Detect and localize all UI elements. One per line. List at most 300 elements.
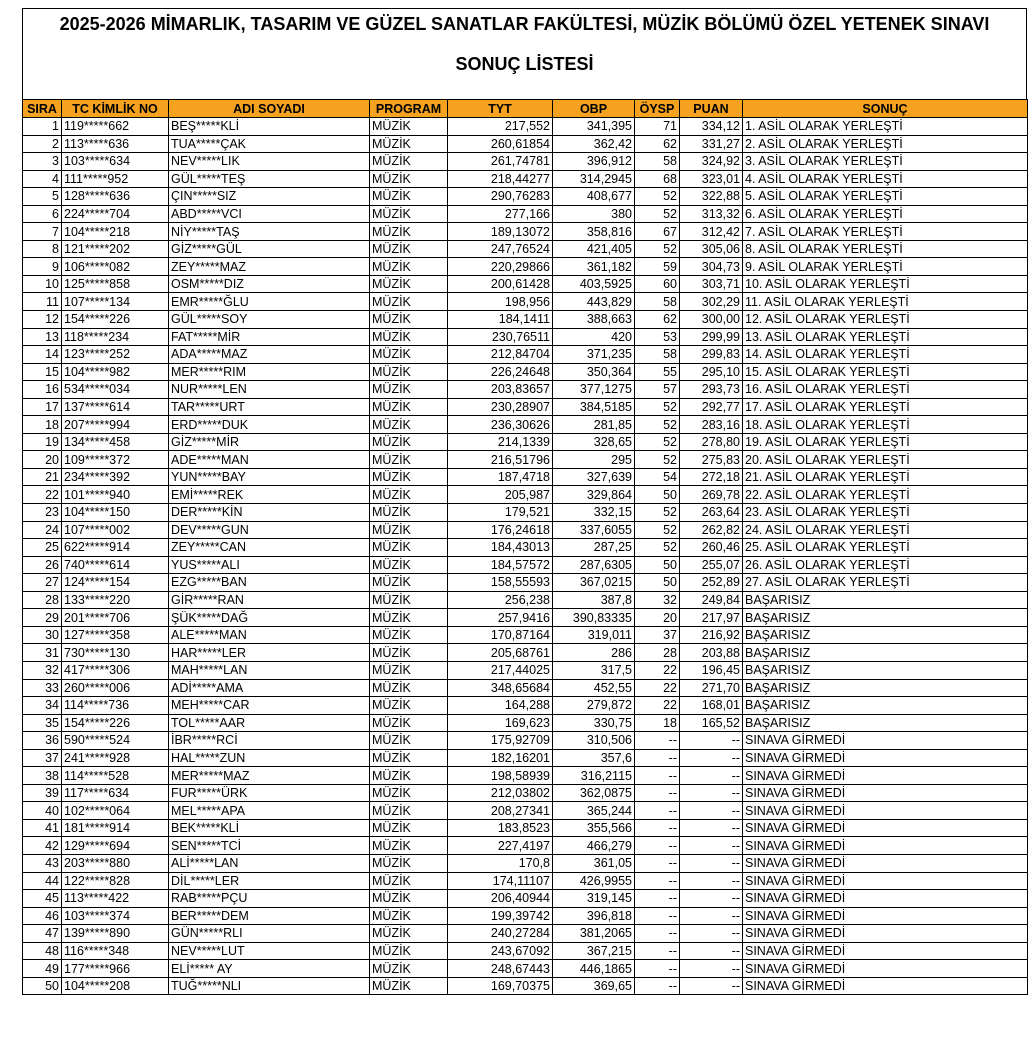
- cell-obp: 371,235: [553, 346, 635, 364]
- cell-puan: --: [680, 802, 743, 820]
- cell-tyt: 170,87164: [448, 626, 553, 644]
- cell-tc-kimlik-no: 106*****082: [62, 258, 169, 276]
- cell-adi-soyadi: HAR*****LER: [169, 644, 370, 662]
- cell-tyt: 230,76511: [448, 328, 553, 346]
- cell-program: MÜZİK: [370, 784, 448, 802]
- cell-obp: 310,506: [553, 732, 635, 750]
- cell-obp: 279,872: [553, 697, 635, 715]
- cell-tc-kimlik-no: 534*****034: [62, 381, 169, 399]
- cell-program: MÜZİK: [370, 556, 448, 574]
- cell-program: MÜZİK: [370, 837, 448, 855]
- table-row: [23, 328, 1028, 346]
- cell-oysp: 52: [635, 416, 680, 434]
- table-row: [23, 275, 1028, 293]
- cell-puan: --: [680, 960, 743, 978]
- cell-adi-soyadi: NEV*****LUT: [169, 942, 370, 960]
- cell-tc-kimlik-no: 137*****614: [62, 398, 169, 416]
- cell-tc-kimlik-no: 154*****226: [62, 311, 169, 329]
- col-header-adi-soyadi: ADI SOYADI: [169, 100, 370, 118]
- cell-program: MÜZİK: [370, 626, 448, 644]
- cell-sira: 5: [23, 188, 62, 206]
- cell-adi-soyadi: YUN*****BAY: [169, 468, 370, 486]
- cell-obp: 362,42: [553, 135, 635, 153]
- cell-puan: 334,12: [680, 118, 743, 136]
- cell-program: MÜZİK: [370, 679, 448, 697]
- cell-sonuc: 23. ASİL OLARAK YERLEŞTİ: [743, 504, 1028, 522]
- cell-adi-soyadi: FAT*****MİR: [169, 328, 370, 346]
- table-row: [23, 749, 1028, 767]
- cell-adi-soyadi: ADE*****MAN: [169, 451, 370, 469]
- cell-sira: 16: [23, 381, 62, 399]
- cell-tyt: 236,30626: [448, 416, 553, 434]
- cell-tyt: 205,987: [448, 486, 553, 504]
- cell-adi-soyadi: MEL*****APA: [169, 802, 370, 820]
- cell-oysp: 68: [635, 170, 680, 188]
- table-body: [23, 118, 1028, 995]
- cell-sonuc: 9. ASİL OLARAK YERLEŞTİ: [743, 258, 1028, 276]
- cell-adi-soyadi: NİY*****TAŞ: [169, 223, 370, 241]
- cell-puan: 262,82: [680, 521, 743, 539]
- cell-oysp: 32: [635, 591, 680, 609]
- cell-tc-kimlik-no: 127*****358: [62, 626, 169, 644]
- cell-tc-kimlik-no: 104*****150: [62, 504, 169, 522]
- cell-oysp: 50: [635, 574, 680, 592]
- cell-sonuc: 16. ASİL OLARAK YERLEŞTİ: [743, 381, 1028, 399]
- cell-oysp: 58: [635, 293, 680, 311]
- cell-tyt: 243,67092: [448, 942, 553, 960]
- cell-obp: 381,2065: [553, 925, 635, 943]
- cell-tyt: 227,4197: [448, 837, 553, 855]
- cell-oysp: --: [635, 819, 680, 837]
- table-row: [23, 416, 1028, 434]
- cell-adi-soyadi: MER*****MAZ: [169, 767, 370, 785]
- cell-program: MÜZİK: [370, 890, 448, 908]
- cell-program: MÜZİK: [370, 644, 448, 662]
- cell-oysp: 62: [635, 311, 680, 329]
- col-header-oysp: ÖYSP: [635, 100, 680, 118]
- cell-tc-kimlik-no: 113*****422: [62, 890, 169, 908]
- table-row: [23, 240, 1028, 258]
- cell-tyt: 205,68761: [448, 644, 553, 662]
- cell-program: MÜZİK: [370, 521, 448, 539]
- cell-tc-kimlik-no: 139*****890: [62, 925, 169, 943]
- cell-oysp: 67: [635, 223, 680, 241]
- cell-obp: 328,65: [553, 433, 635, 451]
- col-header-tc-kimlik-no: TC KİMLİK NO: [62, 100, 169, 118]
- table-row: [23, 311, 1028, 329]
- cell-sira: 6: [23, 205, 62, 223]
- cell-adi-soyadi: ADİ*****AMA: [169, 679, 370, 697]
- cell-tc-kimlik-no: 730*****130: [62, 644, 169, 662]
- cell-tc-kimlik-no: 203*****880: [62, 854, 169, 872]
- cell-obp: 317,5: [553, 661, 635, 679]
- cell-sonuc: 4. ASİL OLARAK YERLEŞTİ: [743, 170, 1028, 188]
- cell-obp: 357,6: [553, 749, 635, 767]
- cell-tc-kimlik-no: 124*****154: [62, 574, 169, 592]
- cell-puan: 300,00: [680, 311, 743, 329]
- cell-sira: 32: [23, 661, 62, 679]
- cell-sira: 28: [23, 591, 62, 609]
- cell-tyt: 199,39742: [448, 907, 553, 925]
- cell-obp: 350,364: [553, 363, 635, 381]
- cell-obp: 341,395: [553, 118, 635, 136]
- cell-puan: 196,45: [680, 661, 743, 679]
- cell-adi-soyadi: ZEY*****MAZ: [169, 258, 370, 276]
- cell-tyt: 216,51796: [448, 451, 553, 469]
- table-row: [23, 346, 1028, 364]
- cell-program: MÜZİK: [370, 732, 448, 750]
- cell-oysp: 52: [635, 451, 680, 469]
- cell-tyt: 348,65684: [448, 679, 553, 697]
- cell-oysp: 58: [635, 153, 680, 171]
- cell-tyt: 218,44277: [448, 170, 553, 188]
- table-row: [23, 451, 1028, 469]
- cell-puan: --: [680, 732, 743, 750]
- cell-sira: 45: [23, 890, 62, 908]
- cell-program: MÜZİK: [370, 170, 448, 188]
- cell-puan: 165,52: [680, 714, 743, 732]
- cell-sonuc: 19. ASİL OLARAK YERLEŞTİ: [743, 433, 1028, 451]
- cell-obp: 390,83335: [553, 609, 635, 627]
- cell-puan: 272,18: [680, 468, 743, 486]
- cell-obp: 446,1865: [553, 960, 635, 978]
- cell-tyt: 176,24618: [448, 521, 553, 539]
- cell-sonuc: SINAVA GİRMEDİ: [743, 767, 1028, 785]
- cell-program: MÜZİK: [370, 486, 448, 504]
- cell-oysp: 22: [635, 697, 680, 715]
- cell-sonuc: BAŞARISIZ: [743, 626, 1028, 644]
- table-row: [23, 767, 1028, 785]
- table-row: [23, 714, 1028, 732]
- cell-sira: 24: [23, 521, 62, 539]
- cell-puan: 292,77: [680, 398, 743, 416]
- table-row: [23, 398, 1028, 416]
- cell-adi-soyadi: FUR*****ÜRK: [169, 784, 370, 802]
- cell-oysp: 50: [635, 486, 680, 504]
- cell-tyt: 183,8523: [448, 819, 553, 837]
- cell-sonuc: 15. ASİL OLARAK YERLEŞTİ: [743, 363, 1028, 381]
- cell-puan: 278,80: [680, 433, 743, 451]
- cell-obp: 337,6055: [553, 521, 635, 539]
- cell-tc-kimlik-no: 133*****220: [62, 591, 169, 609]
- cell-sonuc: 21. ASİL OLARAK YERLEŞTİ: [743, 468, 1028, 486]
- cell-puan: 313,32: [680, 205, 743, 223]
- table-row: [23, 837, 1028, 855]
- cell-obp: 377,1275: [553, 381, 635, 399]
- cell-obp: 384,5185: [553, 398, 635, 416]
- cell-sira: 43: [23, 854, 62, 872]
- cell-obp: 319,011: [553, 626, 635, 644]
- cell-adi-soyadi: DER*****KİN: [169, 504, 370, 522]
- cell-tyt: 260,61854: [448, 135, 553, 153]
- table-row: [23, 732, 1028, 750]
- cell-sonuc: BAŞARISIZ: [743, 661, 1028, 679]
- cell-tyt: 206,40944: [448, 890, 553, 908]
- cell-sira: 40: [23, 802, 62, 820]
- cell-tc-kimlik-no: 622*****914: [62, 539, 169, 557]
- col-header-obp: OBP: [553, 100, 635, 118]
- cell-obp: 388,663: [553, 311, 635, 329]
- cell-program: MÜZİK: [370, 907, 448, 925]
- cell-tyt: 290,76283: [448, 188, 553, 206]
- cell-adi-soyadi: EZG*****BAN: [169, 574, 370, 592]
- cell-sonuc: 10. ASİL OLARAK YERLEŞTİ: [743, 275, 1028, 293]
- table-row: [23, 854, 1028, 872]
- cell-obp: 466,279: [553, 837, 635, 855]
- cell-obp: 355,566: [553, 819, 635, 837]
- cell-sira: 26: [23, 556, 62, 574]
- cell-tc-kimlik-no: 128*****636: [62, 188, 169, 206]
- cell-tyt: 164,288: [448, 697, 553, 715]
- cell-adi-soyadi: GİR*****RAN: [169, 591, 370, 609]
- cell-obp: 327,639: [553, 468, 635, 486]
- cell-tyt: 170,8: [448, 854, 553, 872]
- cell-sira: 8: [23, 240, 62, 258]
- cell-oysp: 52: [635, 188, 680, 206]
- cell-tyt: 179,521: [448, 504, 553, 522]
- cell-obp: 396,818: [553, 907, 635, 925]
- cell-sonuc: SINAVA GİRMEDİ: [743, 960, 1028, 978]
- cell-program: MÜZİK: [370, 153, 448, 171]
- cell-tc-kimlik-no: 114*****528: [62, 767, 169, 785]
- cell-tc-kimlik-no: 122*****828: [62, 872, 169, 890]
- cell-oysp: 52: [635, 433, 680, 451]
- table-row: [23, 784, 1028, 802]
- cell-oysp: --: [635, 837, 680, 855]
- cell-sira: 18: [23, 416, 62, 434]
- cell-tc-kimlik-no: 224*****704: [62, 205, 169, 223]
- cell-oysp: 52: [635, 521, 680, 539]
- cell-adi-soyadi: GÜL*****SOY: [169, 311, 370, 329]
- cell-tyt: 277,166: [448, 205, 553, 223]
- cell-oysp: --: [635, 732, 680, 750]
- table-header-row: [23, 100, 1028, 118]
- cell-adi-soyadi: ÇIN*****SIZ: [169, 188, 370, 206]
- cell-sonuc: SINAVA GİRMEDİ: [743, 837, 1028, 855]
- cell-program: MÜZİK: [370, 697, 448, 715]
- cell-sonuc: 26. ASİL OLARAK YERLEŞTİ: [743, 556, 1028, 574]
- cell-program: MÜZİK: [370, 363, 448, 381]
- cell-program: MÜZİK: [370, 311, 448, 329]
- cell-sonuc: BAŞARISIZ: [743, 679, 1028, 697]
- cell-sonuc: 27. ASİL OLARAK YERLEŞTİ: [743, 574, 1028, 592]
- cell-puan: 312,42: [680, 223, 743, 241]
- cell-sonuc: SINAVA GİRMEDİ: [743, 749, 1028, 767]
- cell-adi-soyadi: SEN*****TCİ: [169, 837, 370, 855]
- cell-puan: --: [680, 767, 743, 785]
- cell-tc-kimlik-no: 104*****208: [62, 977, 169, 995]
- table-row: [23, 135, 1028, 153]
- cell-oysp: 58: [635, 346, 680, 364]
- cell-tc-kimlik-no: 103*****634: [62, 153, 169, 171]
- cell-tc-kimlik-no: 107*****134: [62, 293, 169, 311]
- table-row: [23, 697, 1028, 715]
- cell-sira: 41: [23, 819, 62, 837]
- cell-sira: 29: [23, 609, 62, 627]
- cell-obp: 421,405: [553, 240, 635, 258]
- cell-sira: 19: [23, 433, 62, 451]
- cell-sonuc: SINAVA GİRMEDİ: [743, 854, 1028, 872]
- cell-sira: 4: [23, 170, 62, 188]
- cell-oysp: 52: [635, 240, 680, 258]
- cell-puan: 260,46: [680, 539, 743, 557]
- cell-sonuc: 20. ASİL OLARAK YERLEŞTİ: [743, 451, 1028, 469]
- cell-puan: 304,73: [680, 258, 743, 276]
- cell-sira: 9: [23, 258, 62, 276]
- cell-sira: 15: [23, 363, 62, 381]
- cell-tyt: 230,28907: [448, 398, 553, 416]
- cell-oysp: 60: [635, 275, 680, 293]
- cell-tc-kimlik-no: 107*****002: [62, 521, 169, 539]
- cell-tyt: 200,61428: [448, 275, 553, 293]
- cell-program: MÜZİK: [370, 328, 448, 346]
- cell-adi-soyadi: OSM*****DIZ: [169, 275, 370, 293]
- cell-sonuc: 1. ASİL OLARAK YERLEŞTİ: [743, 118, 1028, 136]
- cell-tyt: 182,16201: [448, 749, 553, 767]
- cell-sonuc: 24. ASİL OLARAK YERLEŞTİ: [743, 521, 1028, 539]
- cell-tc-kimlik-no: 207*****994: [62, 416, 169, 434]
- cell-program: MÜZİK: [370, 135, 448, 153]
- cell-sira: 22: [23, 486, 62, 504]
- cell-puan: 255,07: [680, 556, 743, 574]
- cell-puan: 168,01: [680, 697, 743, 715]
- cell-sira: 14: [23, 346, 62, 364]
- cell-obp: 396,912: [553, 153, 635, 171]
- cell-obp: 329,864: [553, 486, 635, 504]
- table-row: [23, 907, 1028, 925]
- col-header-puan: PUAN: [680, 100, 743, 118]
- cell-tc-kimlik-no: 740*****614: [62, 556, 169, 574]
- cell-puan: 305,06: [680, 240, 743, 258]
- cell-tyt: 226,24648: [448, 363, 553, 381]
- cell-obp: 287,25: [553, 539, 635, 557]
- cell-adi-soyadi: BEŞ*****KLİ: [169, 118, 370, 136]
- cell-sira: 38: [23, 767, 62, 785]
- cell-sira: 31: [23, 644, 62, 662]
- cell-tyt: 187,4718: [448, 468, 553, 486]
- cell-oysp: 22: [635, 661, 680, 679]
- cell-sonuc: 3. ASİL OLARAK YERLEŞTİ: [743, 153, 1028, 171]
- table-row: [23, 223, 1028, 241]
- cell-obp: 367,0215: [553, 574, 635, 592]
- cell-obp: 287,6305: [553, 556, 635, 574]
- cell-sonuc: 25. ASİL OLARAK YERLEŞTİ: [743, 539, 1028, 557]
- cell-puan: --: [680, 837, 743, 855]
- cell-program: MÜZİK: [370, 398, 448, 416]
- cell-oysp: --: [635, 960, 680, 978]
- cell-adi-soyadi: ZEY*****CAN: [169, 539, 370, 557]
- cell-obp: 319,145: [553, 890, 635, 908]
- cell-tyt: 175,92709: [448, 732, 553, 750]
- cell-tyt: 240,27284: [448, 925, 553, 943]
- cell-sira: 48: [23, 942, 62, 960]
- cell-adi-soyadi: GİZ*****MİR: [169, 433, 370, 451]
- cell-adi-soyadi: GÜL*****TEŞ: [169, 170, 370, 188]
- cell-obp: 426,9955: [553, 872, 635, 890]
- cell-sonuc: 18. ASİL OLARAK YERLEŞTİ: [743, 416, 1028, 434]
- cell-adi-soyadi: MER*****RIM: [169, 363, 370, 381]
- table-row: [23, 819, 1028, 837]
- cell-program: MÜZİK: [370, 977, 448, 995]
- cell-obp: 361,182: [553, 258, 635, 276]
- cell-adi-soyadi: TOL*****AAR: [169, 714, 370, 732]
- cell-tc-kimlik-no: 417*****306: [62, 661, 169, 679]
- cell-tc-kimlik-no: 134*****458: [62, 433, 169, 451]
- cell-sonuc: 13. ASİL OLARAK YERLEŞTİ: [743, 328, 1028, 346]
- cell-sonuc: SINAVA GİRMEDİ: [743, 977, 1028, 995]
- cell-sira: 44: [23, 872, 62, 890]
- cell-puan: --: [680, 977, 743, 995]
- cell-program: MÜZİK: [370, 346, 448, 364]
- cell-puan: --: [680, 854, 743, 872]
- cell-program: MÜZİK: [370, 609, 448, 627]
- cell-puan: 203,88: [680, 644, 743, 662]
- col-header-sonuc: SONUÇ: [743, 100, 1028, 118]
- cell-sira: 10: [23, 275, 62, 293]
- table-row: [23, 381, 1028, 399]
- cell-program: MÜZİK: [370, 451, 448, 469]
- table-row: [23, 872, 1028, 890]
- cell-sonuc: SINAVA GİRMEDİ: [743, 925, 1028, 943]
- cell-adi-soyadi: ŞÜK*****DAĞ: [169, 609, 370, 627]
- cell-oysp: --: [635, 802, 680, 820]
- cell-puan: 216,92: [680, 626, 743, 644]
- cell-sonuc: 5. ASİL OLARAK YERLEŞTİ: [743, 188, 1028, 206]
- table-row: [23, 591, 1028, 609]
- cell-program: MÜZİK: [370, 205, 448, 223]
- cell-sira: 37: [23, 749, 62, 767]
- cell-puan: 217,97: [680, 609, 743, 627]
- cell-tc-kimlik-no: 129*****694: [62, 837, 169, 855]
- cell-puan: 249,84: [680, 591, 743, 609]
- cell-tc-kimlik-no: 109*****372: [62, 451, 169, 469]
- cell-obp: 408,677: [553, 188, 635, 206]
- cell-program: MÜZİK: [370, 819, 448, 837]
- cell-tyt: 214,1339: [448, 433, 553, 451]
- cell-program: MÜZİK: [370, 240, 448, 258]
- cell-program: MÜZİK: [370, 925, 448, 943]
- cell-sonuc: 7. ASİL OLARAK YERLEŞTİ: [743, 223, 1028, 241]
- cell-program: MÜZİK: [370, 275, 448, 293]
- cell-oysp: --: [635, 942, 680, 960]
- cell-puan: 271,70: [680, 679, 743, 697]
- cell-puan: --: [680, 749, 743, 767]
- cell-puan: --: [680, 819, 743, 837]
- cell-puan: 269,78: [680, 486, 743, 504]
- cell-obp: 380: [553, 205, 635, 223]
- cell-puan: 323,01: [680, 170, 743, 188]
- cell-oysp: 18: [635, 714, 680, 732]
- cell-program: MÜZİK: [370, 118, 448, 136]
- cell-puan: --: [680, 784, 743, 802]
- cell-obp: 365,244: [553, 802, 635, 820]
- cell-oysp: 52: [635, 398, 680, 416]
- cell-adi-soyadi: ERD*****DUK: [169, 416, 370, 434]
- cell-sonuc: 11. ASİL OLARAK YERLEŞTİ: [743, 293, 1028, 311]
- cell-sira: 30: [23, 626, 62, 644]
- cell-sonuc: SINAVA GİRMEDİ: [743, 802, 1028, 820]
- cell-oysp: 62: [635, 135, 680, 153]
- cell-tc-kimlik-no: 241*****928: [62, 749, 169, 767]
- cell-program: MÜZİK: [370, 591, 448, 609]
- page-title: 2025-2026 MİMARLIK, TASARIM VE GÜZEL SANATLAR FAKÜLTESİ, MÜZİK BÖLÜMÜ ÖZEL YETENEK SINAVI: [59, 14, 990, 34]
- cell-program: MÜZİK: [370, 714, 448, 732]
- cell-tc-kimlik-no: 119*****662: [62, 118, 169, 136]
- cell-sonuc: 12. ASİL OLARAK YERLEŞTİ: [743, 311, 1028, 329]
- table-row: [23, 433, 1028, 451]
- cell-sira: 36: [23, 732, 62, 750]
- col-header-program: PROGRAM: [370, 100, 448, 118]
